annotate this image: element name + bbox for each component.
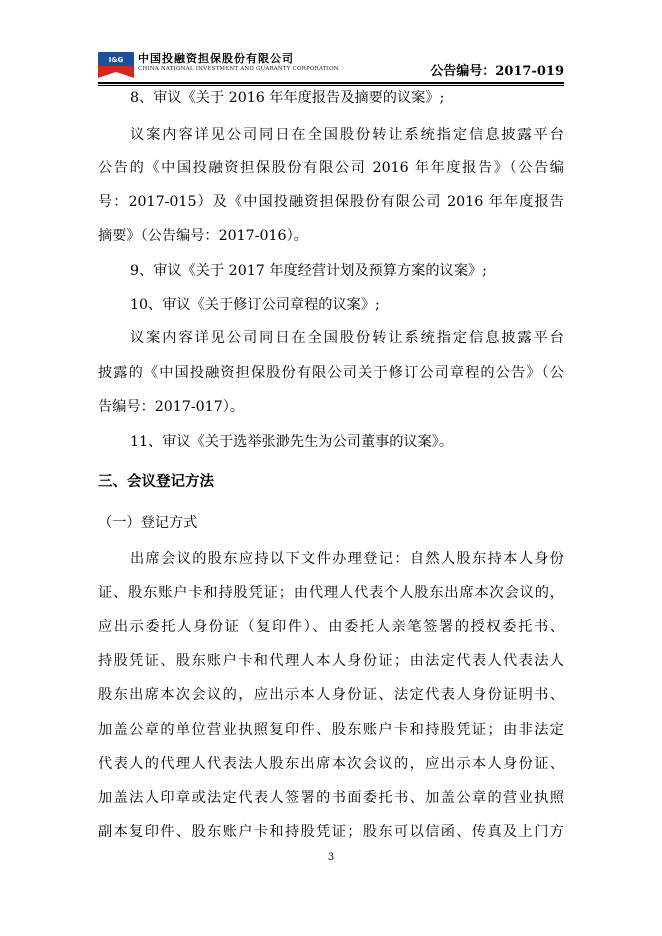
paragraph-line: 持股凭证、股东账户卡和代理人本人身份证；由法定代表人代表法人 [98, 653, 564, 669]
item-11: 11、审议《关于选举张渺先生为公司董事的议案》。 [130, 434, 454, 450]
paragraph-line: 证、股东账户卡和持股凭证；由代理人代表个人股东出席本次会议的， [98, 585, 564, 601]
paragraph-line: 出席会议的股东应持以下文件办理登记：自然人股东持本人身份 [130, 551, 564, 567]
paragraph-line: 议案内容详见公司同日在全国股份转让系统指定信息披露平台 [130, 330, 564, 346]
page-number: 3 [327, 852, 335, 863]
subsection-heading: （一）登记方式 [98, 515, 198, 531]
header-rule [98, 82, 564, 84]
notice-number: 公告编号：2017-019 [430, 64, 564, 79]
paragraph-line: 号：2017-015）及《中国投融资担保股份有限公司 2016 年年度报告 [98, 194, 564, 210]
paragraph-line: 加盖公章的单位营业执照复印件、股东账户卡和持股凭证；由非法定 [98, 722, 564, 738]
paragraph-line: 公告的《中国投融资担保股份有限公司 2016 年年度报告》（公告编 [98, 160, 564, 176]
company-name [138, 52, 339, 73]
header-rule-thin [98, 85, 564, 86]
paragraph-line: 副本复印件、股东账户卡和持股凭证；股东可以信函、传真及上门方 [98, 824, 564, 840]
paragraph-line: 告编号：2017-017）。 [98, 399, 245, 415]
page-header [98, 50, 564, 82]
company-name-en: CHINA NATIONAL INVESTMENT AND GUARANTY CORPORATION [138, 66, 339, 72]
item-10: 10、审议《关于修订公司章程的议案》; [130, 297, 380, 313]
section-heading: 三、会议登记方法 [98, 474, 214, 490]
paragraph-line: 加盖法人印章或法定代表人签署的书面委托书、加盖公章的营业执照 [98, 790, 564, 806]
paragraph-line: 股东出席本次会议的，应出示本人身份证、法定代表人身份证明书、 [98, 687, 564, 703]
paragraph-line: 摘要》（公告编号：2017-016）。 [98, 228, 308, 244]
paragraph-line: 应出示委托人身份证（复印件）、由委托人亲笔签署的授权委托书、 [98, 619, 564, 635]
paragraph-line: 议案内容详见公司同日在全国股份转让系统指定信息披露平台 [130, 127, 564, 143]
paragraph-line: 代表人的代理人代表法人股东出席本次会议的，应出示本人身份证、 [98, 756, 564, 772]
company-name-cn: 中国投融资担保股份有限公司 [138, 52, 294, 65]
company-logo [98, 52, 134, 78]
logo-text: I&G [108, 56, 124, 64]
paragraph-line: 披露的《中国投融资担保股份有限公司关于修订公司章程的公告》（公 [98, 365, 564, 381]
item-9: 9、审议《关于 2017 年度经营计划及预算方案的议案》; [130, 263, 487, 279]
item-8: 8、审议《关于 2016 年年度报告及摘要的议案》; [130, 90, 445, 106]
